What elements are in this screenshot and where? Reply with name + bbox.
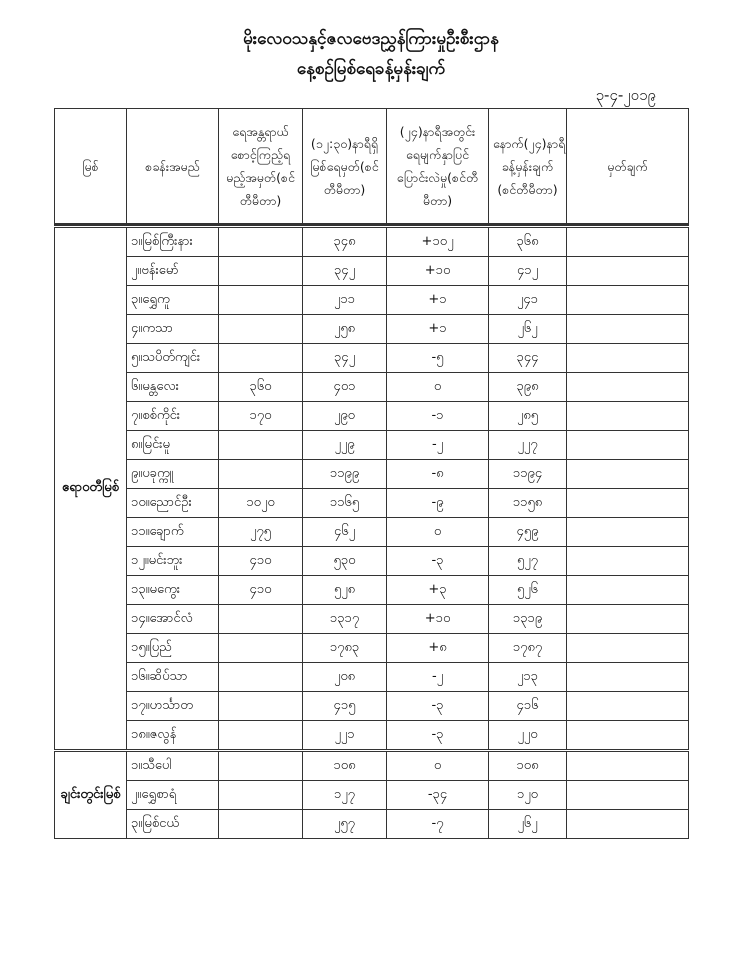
remark-cell xyxy=(567,721,689,751)
col-header-remark: မှတ်ချက် xyxy=(567,109,689,225)
remark-cell xyxy=(567,663,689,692)
remark-cell xyxy=(567,344,689,373)
station-cell: ၁။သီပေါ xyxy=(127,751,219,781)
remark-cell xyxy=(567,257,689,286)
current-level-cell: ၃၄၂ xyxy=(303,257,387,286)
danger-level-cell xyxy=(219,460,303,489)
river-name-cell: ချင်းတွင်းမြစ် xyxy=(55,751,127,839)
current-level-cell: ၄၁၅ xyxy=(303,692,387,721)
station-cell: ၂။ရွှေစာရံ xyxy=(127,781,219,810)
forecast-cell: ၃၆၈ xyxy=(489,227,567,257)
remark-cell xyxy=(567,634,689,663)
forecast-cell: ၁၂၀ xyxy=(489,781,567,810)
table-row xyxy=(55,460,689,489)
change-cell: -၈ xyxy=(387,460,489,489)
forecast-cell: ၂၄၁ xyxy=(489,286,567,315)
change-cell: +၁ xyxy=(387,315,489,344)
change-cell: -၃ xyxy=(387,721,489,751)
forecast-cell: ၄၁၆ xyxy=(489,692,567,721)
change-cell: -၁ xyxy=(387,402,489,431)
danger-level-cell xyxy=(219,781,303,810)
table-row xyxy=(55,547,689,576)
table-row xyxy=(55,781,689,810)
report-date: ၃-၄-၂၀၁၉ xyxy=(595,86,656,104)
station-cell: ၁၅။ပြည် xyxy=(127,634,219,663)
forecast-cell: ၅၂၆ xyxy=(489,576,567,605)
current-level-cell: ၃၄၂ xyxy=(303,344,387,373)
current-level-cell: ၄၆၂ xyxy=(303,518,387,547)
station-cell: ၁၂။မင်းဘူး xyxy=(127,547,219,576)
table-row xyxy=(55,431,689,460)
table-row xyxy=(55,286,689,315)
danger-level-cell xyxy=(219,721,303,751)
danger-level-cell xyxy=(219,605,303,634)
table-header-row xyxy=(55,109,689,225)
table-row xyxy=(55,634,689,663)
table-row xyxy=(55,692,689,721)
station-cell: ၁၁။ချောက် xyxy=(127,518,219,547)
station-cell: ၉။ပခုက္ကူ xyxy=(127,460,219,489)
current-level-cell: ၂၂၁ xyxy=(303,721,387,751)
danger-level-cell xyxy=(219,315,303,344)
forecast-cell: ၂၈၅ xyxy=(489,402,567,431)
forecast-cell: ၅၂၇ xyxy=(489,547,567,576)
danger-level-cell xyxy=(219,257,303,286)
change-cell: +၃ xyxy=(387,576,489,605)
station-cell: ၁၈။ဇလွန် xyxy=(127,721,219,751)
danger-level-cell: ၁၀၂၀ xyxy=(219,489,303,518)
remark-cell xyxy=(567,431,689,460)
change-cell: +၈ xyxy=(387,634,489,663)
station-cell: ၃။ရွှေကူ xyxy=(127,286,219,315)
danger-level-cell: ၂၇၅ xyxy=(219,518,303,547)
danger-level-cell xyxy=(219,751,303,781)
remark-cell xyxy=(567,489,689,518)
table-row xyxy=(55,315,689,344)
station-cell: ၆။မန္တလေး xyxy=(127,373,219,402)
current-level-cell: ၄၀၁ xyxy=(303,373,387,402)
change-cell: +၁၀၂ xyxy=(387,227,489,257)
station-cell: ၇။စစ်ကိုင်း xyxy=(127,402,219,431)
station-cell: ၁၀။ညောင်ဦး xyxy=(127,489,219,518)
station-cell: ၈။မြင်းမူ xyxy=(127,431,219,460)
forecast-cell: ၂၂၇ xyxy=(489,431,567,460)
table-row xyxy=(55,663,689,692)
table-row xyxy=(55,344,689,373)
change-cell: +၁ xyxy=(387,286,489,315)
forecast-cell: ၄၁၂ xyxy=(489,257,567,286)
table-body xyxy=(55,227,689,839)
station-cell: ၁၃။မကွေး xyxy=(127,576,219,605)
remark-cell xyxy=(567,460,689,489)
remark-cell xyxy=(567,781,689,810)
danger-level-cell: ၄၁၀ xyxy=(219,547,303,576)
forecast-cell: ၂၂၀ xyxy=(489,721,567,751)
forecast-cell: ၁၇၈၇ xyxy=(489,634,567,663)
table-row xyxy=(55,402,689,431)
page-title: မိုးလေဝသနှင့်ဇလဗေဒညွှန်ကြားမှုဦးစီးဌာန xyxy=(243,29,499,49)
col-header-current-level: (၁၂:၃၀)နာရီရှိ မြစ်ရေမှတ်(စင်တီမီတာ) xyxy=(303,109,387,225)
river-name-cell: ဧရာဝတီမြစ် xyxy=(55,227,127,751)
forecast-cell: ၄၅၉ xyxy=(489,518,567,547)
danger-level-cell xyxy=(219,431,303,460)
remark-cell xyxy=(567,576,689,605)
forecast-cell: ၂၁၃ xyxy=(489,663,567,692)
danger-level-cell xyxy=(219,663,303,692)
danger-level-cell xyxy=(219,634,303,663)
table-row xyxy=(55,518,689,547)
station-cell: ၃။မြစ်ငယ် xyxy=(127,810,219,839)
danger-level-cell: ၁၇၀ xyxy=(219,402,303,431)
current-level-cell: ၂၉၀ xyxy=(303,402,387,431)
danger-level-cell xyxy=(219,286,303,315)
table-row xyxy=(55,373,689,402)
current-level-cell: ၅၂၈ xyxy=(303,576,387,605)
station-cell: ၁၆။ဆိပ်သာ xyxy=(127,663,219,692)
col-header-danger-level: ရေအန္တရာယ်စောင့်ကြည့်ရမည့်အမှတ်(စင်တီမီတာ) xyxy=(219,109,303,225)
remark-cell xyxy=(567,810,689,839)
current-level-cell: ၁၃၁၇ xyxy=(303,605,387,634)
forecast-cell: ၁၀၈ xyxy=(489,751,567,781)
current-level-cell: ၁၂၇ xyxy=(303,781,387,810)
col-header-forecast: နောက်(၂၄)နာရီ ခန့်မှန်းချက် (စင်တီမီတာ) xyxy=(489,109,567,225)
change-cell: -၂ xyxy=(387,663,489,692)
danger-level-cell xyxy=(219,227,303,257)
station-cell: ၅။သပိတ်ကျင်း xyxy=(127,344,219,373)
forecast-cell: ၁၃၁၉ xyxy=(489,605,567,634)
change-cell: ၀ xyxy=(387,751,489,781)
remark-cell xyxy=(567,227,689,257)
col-header-station: စခန်းအမည် xyxy=(127,109,219,225)
table-row xyxy=(55,721,689,751)
change-cell: -၅ xyxy=(387,344,489,373)
remark-cell xyxy=(567,402,689,431)
remark-cell xyxy=(567,373,689,402)
table-row xyxy=(55,810,689,839)
remark-cell xyxy=(567,605,689,634)
col-header-24h-change: (၂၄)နာရီအတွင်း ရေမျက်နှာပြင် ပြောင်းလဲမှု(စင်တီမီတာ) xyxy=(387,109,489,225)
page-subtitle: နေ့စဉ်မြစ်ရေခန့်မှန်းချက် xyxy=(296,59,446,79)
forecast-cell: ၁၁၉၄ xyxy=(489,460,567,489)
station-cell: ၁။မြစ်ကြီးနား xyxy=(127,227,219,257)
change-cell: ၀ xyxy=(387,518,489,547)
forecast-cell: ၂၆၂ xyxy=(489,315,567,344)
current-level-cell: ၅၃၀ xyxy=(303,547,387,576)
station-cell: ၂။ဗန်းမော် xyxy=(127,257,219,286)
current-level-cell: ၃၄၈ xyxy=(303,227,387,257)
current-level-cell: ၁၁၉၉ xyxy=(303,460,387,489)
forecast-cell: ၂၆၂ xyxy=(489,810,567,839)
current-level-cell: ၁၁၆၅ xyxy=(303,489,387,518)
current-level-cell: ၂၁၁ xyxy=(303,286,387,315)
col-header-river: မြစ် xyxy=(55,109,127,225)
change-cell: -၃ xyxy=(387,547,489,576)
current-level-cell: ၂၅၈ xyxy=(303,315,387,344)
change-cell: -၃၄ xyxy=(387,781,489,810)
change-cell: +၁၀ xyxy=(387,605,489,634)
table-row xyxy=(55,576,689,605)
danger-level-cell xyxy=(219,692,303,721)
change-cell: -၃ xyxy=(387,692,489,721)
current-level-cell: ၂၀၈ xyxy=(303,663,387,692)
station-cell: ၁၇။ဟင်္သာတ xyxy=(127,692,219,721)
river-level-table xyxy=(54,108,689,839)
remark-cell xyxy=(567,751,689,781)
forecast-cell: ၃၄၄ xyxy=(489,344,567,373)
table-row xyxy=(55,227,689,257)
remark-cell xyxy=(567,547,689,576)
danger-level-cell xyxy=(219,810,303,839)
danger-level-cell: ၄၁၀ xyxy=(219,576,303,605)
remark-cell xyxy=(567,518,689,547)
station-cell: ၁၄။အောင်လံ xyxy=(127,605,219,634)
danger-level-cell xyxy=(219,344,303,373)
forecast-cell: ၃၉၈ xyxy=(489,373,567,402)
change-cell: -၉ xyxy=(387,489,489,518)
table-row xyxy=(55,605,689,634)
danger-level-cell: ၃၆၀ xyxy=(219,373,303,402)
current-level-cell: ၁၇၈၃ xyxy=(303,634,387,663)
remark-cell xyxy=(567,286,689,315)
change-cell: ၀ xyxy=(387,373,489,402)
table-row xyxy=(55,489,689,518)
station-cell: ၄။ကသာ xyxy=(127,315,219,344)
remark-cell xyxy=(567,692,689,721)
change-cell: -၂ xyxy=(387,431,489,460)
table-row xyxy=(55,751,689,781)
current-level-cell: ၂၂၉ xyxy=(303,431,387,460)
current-level-cell: ၁၀၈ xyxy=(303,751,387,781)
change-cell: +၁၀ xyxy=(387,257,489,286)
forecast-cell: ၁၁၅၈ xyxy=(489,489,567,518)
table-row xyxy=(55,257,689,286)
remark-cell xyxy=(567,315,689,344)
change-cell: -၇ xyxy=(387,810,489,839)
current-level-cell: ၂၅၇ xyxy=(303,810,387,839)
